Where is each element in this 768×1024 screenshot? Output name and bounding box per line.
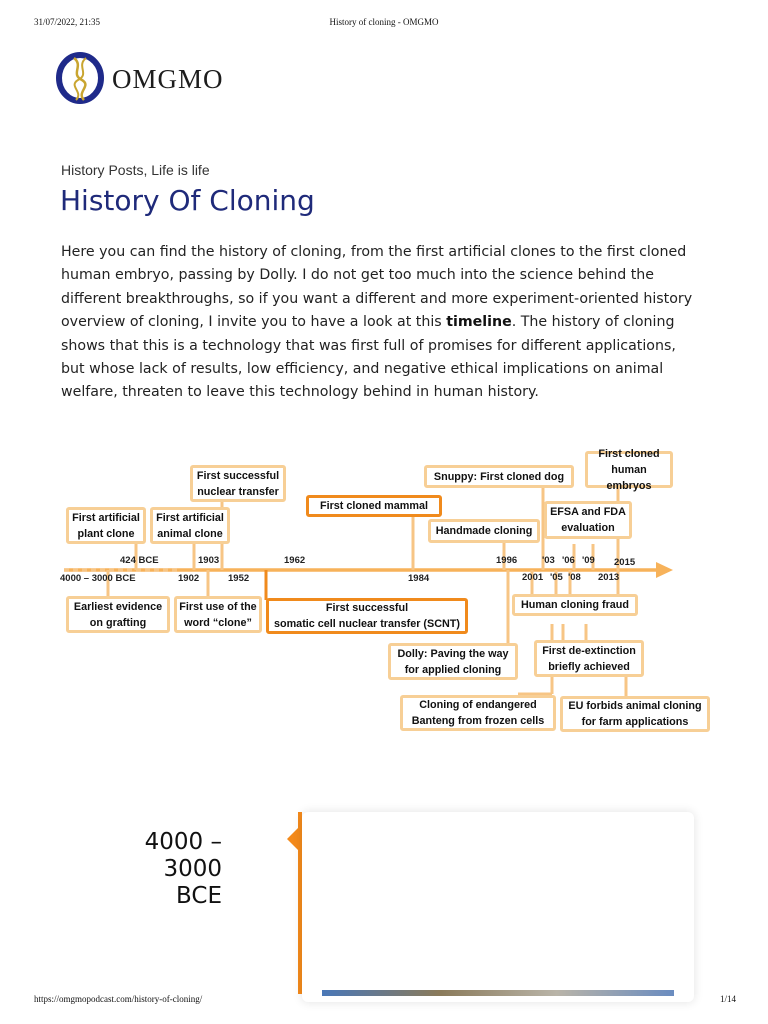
omgmo-logo-icon	[54, 52, 108, 104]
year-label: '09	[582, 555, 595, 566]
year-label: 1984	[408, 573, 430, 584]
event-first-successful-nuclear-transfer: First successful nuclear transfer	[190, 465, 286, 502]
print-page-number: 1/14	[719, 994, 736, 1004]
print-url: https://omgmopodcast.com/history-of-cloning/	[34, 994, 203, 1004]
event-cloning-endangered-banteng: Cloning of endangered Banteng from frozen cells	[400, 695, 556, 731]
era-card-image	[322, 990, 674, 996]
timeline-marker-icon	[287, 827, 299, 851]
year-label: 1962	[284, 555, 306, 566]
event-first-successful-scnt: First successful somatic cell nuclear transfer (SCNT)	[266, 598, 468, 634]
post-categories[interactable]: History Posts, Life is life	[61, 162, 210, 178]
year-label: 1952	[228, 573, 250, 584]
era-heading: 4000 – 3000 BCE	[144, 829, 222, 909]
event-human-cloning-fraud: Human cloning fraud	[512, 594, 638, 616]
year-label: 2001	[522, 572, 544, 583]
year-label: 2013	[598, 572, 620, 583]
event-first-de-extinction: First de-extinction briefly achieved	[534, 640, 644, 677]
logo-text: OMGMO	[112, 64, 224, 94]
event-dolly: Dolly: Paving the way for applied cloning	[388, 643, 518, 680]
year-label: 2015	[614, 557, 636, 568]
event-first-artificial-animal-clone: First artificial animal clone	[150, 507, 230, 544]
intro-text-1: Here you can find the history of cloning, from the first artificial clones to the first cloned human embryo, passing by Dolly. I do not get too much into the science behind the different breakthroughs, so if you want a different and more experiment-oriented history overview of cloning, I invite you to have a look at this	[61, 244, 693, 331]
year-label: 1903	[198, 555, 220, 566]
print-date: 31/07/2022, 21:35	[34, 17, 101, 27]
page-title: History Of Cloning	[60, 184, 315, 217]
site-logo[interactable]	[54, 52, 244, 104]
print-page-title: History of cloning - OMGMO	[329, 17, 439, 27]
year-label: 4000 – 3000 BCE	[60, 573, 136, 584]
event-first-cloned-mammal: First cloned mammal	[306, 495, 442, 517]
event-efsa-fda-evaluation: EFSA and FDA evaluation	[544, 501, 632, 539]
event-first-artificial-plant-clone: First artificial plant clone	[66, 507, 146, 544]
event-snuppy-first-cloned-dog: Snuppy: First cloned dog	[424, 465, 574, 488]
year-label: 1996	[496, 555, 518, 566]
year-label: '05	[550, 572, 563, 583]
event-earliest-evidence-grafting: Earliest evidence on grafting	[66, 596, 170, 633]
year-label: '06	[562, 555, 575, 566]
intro-paragraph	[61, 241, 701, 405]
event-handmade-cloning: Handmade cloning	[428, 519, 540, 543]
event-first-cloned-human-embryos: First cloned human embryos	[585, 451, 673, 488]
event-eu-forbids-animal-cloning: EU forbids animal cloning for farm applications	[560, 696, 710, 732]
timeline-link[interactable]: timeline	[446, 314, 512, 331]
intro-text-2: . The history of cloning shows that this is a technology that was first full of promises for different applications, but whose lack of results, low efficiency, and negative ethical implications on animal welfare, threaten to leave this technology behind in human history.	[61, 314, 676, 401]
cloning-timeline-diagram	[58, 448, 718, 738]
era-card	[302, 812, 694, 1002]
year-label: 1902	[178, 573, 200, 584]
event-first-use-word-clone: First use of the word “clone”	[174, 596, 262, 633]
year-label: '03	[542, 555, 555, 566]
year-label: 424 BCE	[120, 555, 159, 566]
year-label: '08	[568, 572, 581, 583]
